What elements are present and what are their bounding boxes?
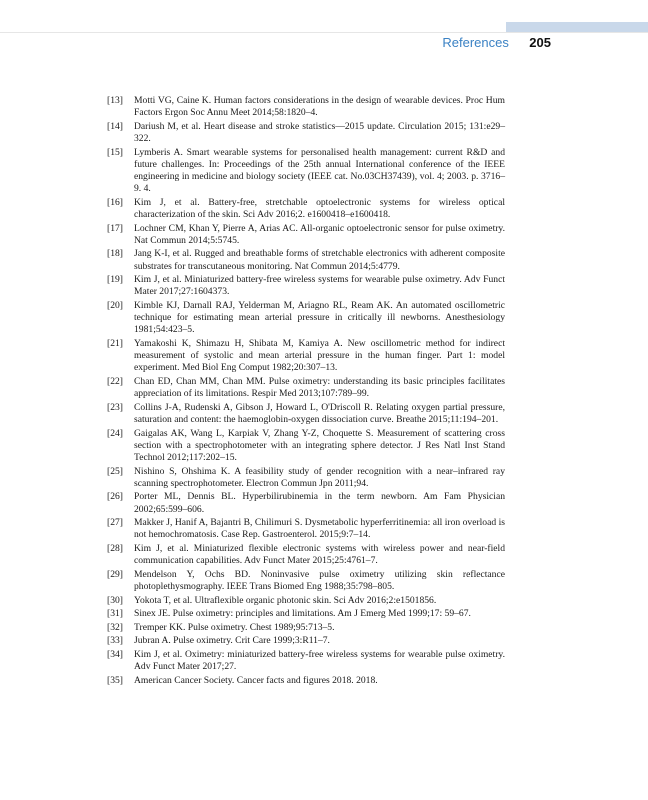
reference-text: Kim J, et al. Oximetry: miniaturized battery-free wireless systems for wearable pulse oximetry. Adv Funct Mater 2017;27. xyxy=(134,648,505,673)
reference-item xyxy=(107,402,505,426)
reference-number: [24] xyxy=(107,427,123,439)
reference-text: Gaigalas AK, Wang L, Karpiak V, Zhang Y-Z, Choquette S. Measurement of scattering cross section with a spectrophotometer with an integrating sphere detector. J Res Natl Inst Stand Technol 2012;117:202–15. xyxy=(134,427,505,463)
reference-number: [19] xyxy=(107,274,123,286)
reference-item xyxy=(107,517,505,541)
reference-text: Kim J, et al. Miniaturized battery-free wireless systems for wearable pulse oximetry. Adv Funct Mater 2017;27:1604373. xyxy=(134,274,505,298)
reference-text: Lymberis A. Smart wearable systems for personalised health management: current R&D and future challenges. In: Proceedings of the 25th annual International conference of the IEEE engineering in medicine and biology society (IEEE cat. No.03CH37439), vol. 4; 2003. p. 3716–9. 4. xyxy=(134,146,505,195)
reference-number: [28] xyxy=(107,542,123,554)
reference-number: [22] xyxy=(107,375,123,387)
reference-item xyxy=(107,543,505,567)
reference-item xyxy=(107,649,505,673)
reference-item xyxy=(107,274,505,298)
reference-number: [13] xyxy=(107,95,123,106)
reference-number: [35] xyxy=(107,674,123,686)
reference-text: Motti VG, Caine K. Human factors considerations in the design of wearable devices. Proc Hum Factors Ergon Soc Annu Meet 2014;58:1820–4. xyxy=(134,95,505,119)
reference-item xyxy=(107,338,505,375)
reference-text: Dariush M, et al. Heart disease and stroke statistics—2015 update. Circulation 2015; 131:e29–322. xyxy=(134,120,505,144)
reference-text: Yamakoshi K, Shimazu H, Shibata M, Kamiya A. New oscillometric method for indirect measurement of systolic and mean arterial pressure in the human finger. Part 1: model experiment. Med Biol Eng Comput 1982;20:307–13. xyxy=(134,337,505,374)
reference-number: [27] xyxy=(107,517,123,529)
reference-item xyxy=(107,121,505,145)
reference-text: Porter ML, Dennis BL. Hyperbilirubinemia in the term newborn. Am Fam Physician 2002;65:599–606. xyxy=(134,491,505,515)
reference-number: [14] xyxy=(107,120,123,132)
reference-number: [15] xyxy=(107,146,123,158)
reference-item xyxy=(107,608,505,620)
reference-number: [16] xyxy=(107,196,123,208)
reference-text: Makker J, Hanif A, Bajantri B, Chilimuri S. Dysmetabolic hyperferritinemia: all iron overload is not hemochromatosis. Case Rep. Gastroenterol. 2015;9:7–14. xyxy=(134,517,505,541)
reference-list xyxy=(107,95,505,688)
reference-item xyxy=(107,248,505,272)
reference-number: [30] xyxy=(107,594,123,606)
running-header xyxy=(0,34,551,52)
reference-text: Kim J, et al. Battery-free, stretchable optoelectronic systems for wireless optical characterization of the skin. Sci Adv 2016;2. e1600418–e1600418. xyxy=(134,196,505,220)
reference-number: [17] xyxy=(107,222,123,234)
reference-item xyxy=(107,466,505,490)
reference-item xyxy=(107,635,505,647)
reference-text: Yokota T, et al. Ultraflexible organic photonic skin. Sci Adv 2016;2:e1501856. xyxy=(134,594,437,606)
reference-number: [26] xyxy=(107,491,123,503)
reference-text: Mendelson Y, Ochs BD. Noninvasive pulse oximetry utilizing skin reflectance photoplethysmography. IEEE Trans Biomed Eng 1988;35:798–805. xyxy=(134,568,505,592)
reference-text: Chan ED, Chan MM, Chan MM. Pulse oximetry: understanding its basic principles facilitates appreciation of its limitations. Respir Med 2013;107:789–99. xyxy=(134,375,505,400)
reference-text: American Cancer Society. Cancer facts and figures 2018. 2018. xyxy=(134,674,378,686)
reference-number: [20] xyxy=(107,299,123,311)
reference-number: [34] xyxy=(107,648,123,660)
reference-text: Collins J-A, Rudenski A, Gibson J, Howard L, O'Driscoll R. Relating oxygen partial pressure, saturation and content: the haemoglobin-oxygen dissociation curve. Breathe 2015;11:194–201. xyxy=(134,401,505,425)
reference-text: Kim J, et al. Miniaturized flexible electronic systems with wireless power and near-field communication capabilities. Adv Funct Mater 2015;25:4761–7. xyxy=(134,542,505,567)
reference-item xyxy=(107,622,505,634)
header-rule xyxy=(0,32,648,33)
reference-number: [32] xyxy=(107,621,123,633)
reference-number: [21] xyxy=(107,337,123,349)
page-number: 205 xyxy=(529,35,551,50)
reference-item xyxy=(107,595,505,607)
reference-item xyxy=(107,376,505,400)
reference-item xyxy=(107,428,505,465)
reference-text: Nishino S, Ohshima K. A feasibility study of gender recognition with a near–infrared ray scanning spectrophotometer. Electron Commun Jpn 2011;94. xyxy=(134,465,505,489)
reference-item xyxy=(107,569,505,593)
reference-item xyxy=(107,197,505,221)
reference-number: [31] xyxy=(107,608,123,620)
reference-item xyxy=(107,223,505,247)
reference-number: [29] xyxy=(107,568,123,580)
reference-text: Kimble KJ, Darnall RAJ, Yelderman M, Ariagno RL, Ream AK. An automated oscillometric technique for estimating mean arterial pressure in critically ill newborns. Anesthesiology 1981;54:423–5. xyxy=(134,299,505,336)
reference-text: Sinex JE. Pulse oximetry: principles and limitations. Am J Emerg Med 1999;17: 59–67. xyxy=(134,608,471,620)
reference-item xyxy=(107,300,505,337)
reference-text: Tremper KK. Pulse oximetry. Chest 1989;95:713–5. xyxy=(134,621,335,633)
reference-number: [33] xyxy=(107,635,123,647)
header-accent-bar xyxy=(506,22,648,32)
reference-text: Lochner CM, Khan Y, Pierre A, Arias AC. All-organic optoelectronic sensor for pulse oximetry. Nat Commun 2014;5:5745. xyxy=(134,222,505,246)
reference-item xyxy=(107,95,505,119)
reference-item xyxy=(107,147,505,196)
reference-text: Jang K-I, et al. Rugged and breathable forms of stretchable electronics with adherent composite substrates for transcutaneous monitoring. Nat Commun 2014;5:4779. xyxy=(134,248,505,272)
reference-item xyxy=(107,675,505,687)
reference-number: [18] xyxy=(107,248,123,260)
section-title: References xyxy=(442,35,509,50)
reference-number: [25] xyxy=(107,465,123,477)
reference-number: [23] xyxy=(107,401,123,413)
reference-text: Jubran A. Pulse oximetry. Crit Care 1999;3:R11–7. xyxy=(134,635,330,647)
reference-item xyxy=(107,491,505,515)
